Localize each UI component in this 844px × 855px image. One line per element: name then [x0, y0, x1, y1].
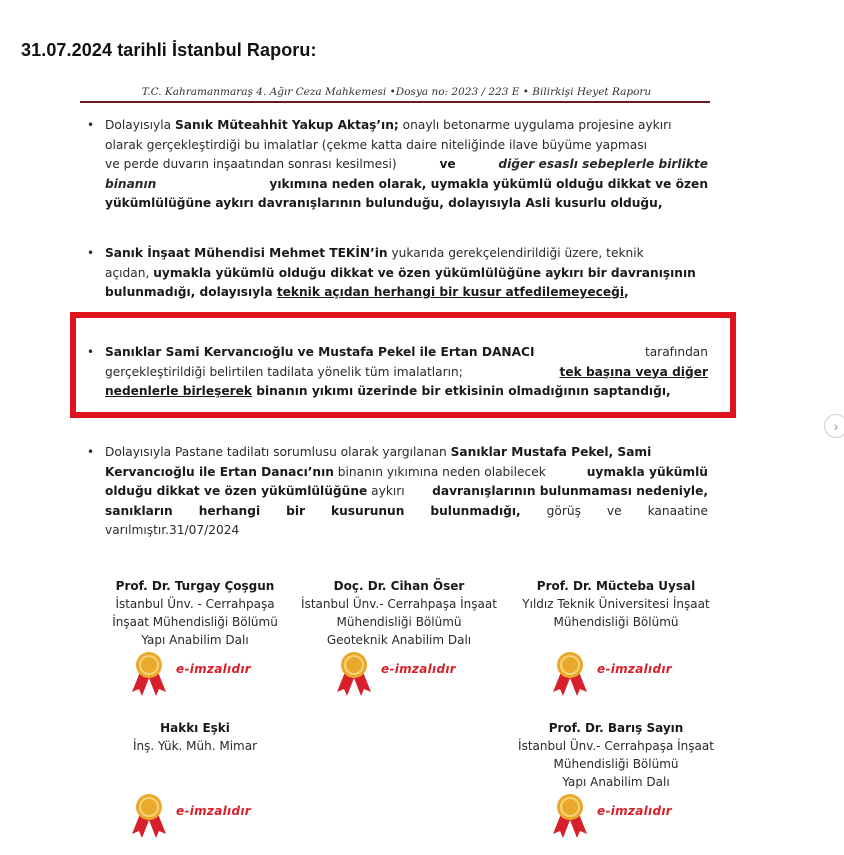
e-signature-label: e-imzalıdır [176, 804, 251, 818]
signatory-name: Hakkı Eşki [160, 721, 230, 735]
e-signature-label: e-imzalıdır [381, 662, 456, 676]
paragraph-3-highlighted: • Sanıklar Sami Kervancıoğlu ve Mustafa Pekel ile Ertan DANACI tarafından gerçekleştirildiği belirtilen tadilata yönelik tüm imalatların; tek başına veya diğer nedenlerle birleşerek binanın yıkımı üzerinde bir etkisinin olmadığının saptandığı, [87, 345, 708, 398]
signature-block-2: Doç. Dr. Cihan Öser İstanbul Ünv.- Cerrahpaşa İnşaat Mühendisliği Bölümü Geoteknik Anabilim Dalı [290, 577, 508, 649]
paragraph-4: • Dolayısıyla Pastane tadilatı sorumlusu olarak yargılanan Sanıklar Mustafa Pekel, Sami Kervancıoğlu ile Ertan Danacı’nın binanın yıkımına neden olabilecek uymakla yükümlü olduğu dikkat ve özen yükümlülüğüne aykırı davranışlarının bulunmaması nedeniyle, sanıkların herhangi bir kusurunun bulunmadığı, görüş ve kanaatine varılmıştır.31/07/2024 [87, 445, 708, 537]
e-signature-seal-2 [333, 650, 473, 700]
e-signature-seal-3 [549, 650, 689, 700]
bullet: • [87, 345, 95, 359]
medal-icon [128, 650, 170, 698]
header-rule [80, 101, 710, 103]
e-signature-seal-1 [128, 650, 268, 700]
medal-icon [333, 650, 375, 698]
e-signature-label: e-imzalıdır [597, 662, 672, 676]
e-signature-seal-5 [549, 792, 689, 842]
medal-icon [128, 792, 170, 840]
document-header: T.C. Kahramanmaraş 4. Ağır Ceza Mahkemesi •Dosya no: 2023 / 223 E • Bilirkişi Heyet Raporu [141, 86, 652, 98]
bullet: • [87, 118, 95, 132]
signature-block-1: Prof. Dr. Turgay Çoşgun İstanbul Ünv. - Cerrahpaşa İnşaat Mühendisliği Bölümü Yapı Anabilim Dalı [100, 577, 290, 649]
signature-block-4: Hakkı Eşki İnş. Yük. Müh. Mimar [110, 719, 280, 755]
medal-icon [549, 792, 591, 840]
signature-block-3: Prof. Dr. Mücteba Uysal Yıldız Teknik Üniversitesi İnşaat Mühendisliği Bölümü [505, 577, 727, 631]
signatory-name: Doç. Dr. Cihan Öser [333, 579, 465, 593]
signatory-name: Prof. Dr. Turgay Çoşgun [115, 579, 275, 593]
paragraph-2: • Sanık İnşaat Mühendisi Mehmet TEKİN’in yukarıda gerekçelendirildiği üzere, teknik açıdan, uymakla yükümlü olduğu dikkat ve özen yükümlülüğüne aykırı bir davranışının bulunmadığı, dolayısıyla teknik açıdan herhangi bir kusur atfedilemeyeceği, [87, 246, 696, 299]
page-title: 31.07.2024 tarihli İstanbul Raporu: [21, 40, 317, 60]
bullet: • [87, 246, 95, 260]
bullet: • [87, 445, 95, 459]
signature-block-5: Prof. Dr. Barış Sayın İstanbul Ünv.- Cerrahpaşa İnşaat Mühendisliği Bölümü Yapı Anabilim Dalı [505, 719, 727, 791]
e-signature-label: e-imzalıdır [176, 662, 251, 676]
signatory-name: Prof. Dr. Mücteba Uysal [536, 579, 696, 593]
signatory-name: Prof. Dr. Barış Sayın [548, 721, 684, 735]
e-signature-seal-4 [128, 792, 268, 842]
medal-icon [549, 650, 591, 698]
e-signature-label: e-imzalıdır [597, 804, 672, 818]
next-arrow-icon[interactable]: › [824, 414, 844, 438]
paragraph-1: • Dolayısıyla Sanık Müteahhit Yakup Aktaş’ın; onaylı betonarme uygulama projesine aykırı olarak gerçekleştirdiği bu imalatlar (çekme katta daire niteliğinde ilave büyüme yapması ve perde duvarın inşaatından sonrası kesilmesi) ve diğer esaslı sebeplerle birlikte binanın yıkımına neden olarak, uymakla yükümlü olduğu dikkat ve özen yükümlülüğüne aykırı davranışlarının bulunduğu, dolayısıyla Asli kusurlu olduğu, [87, 118, 708, 210]
